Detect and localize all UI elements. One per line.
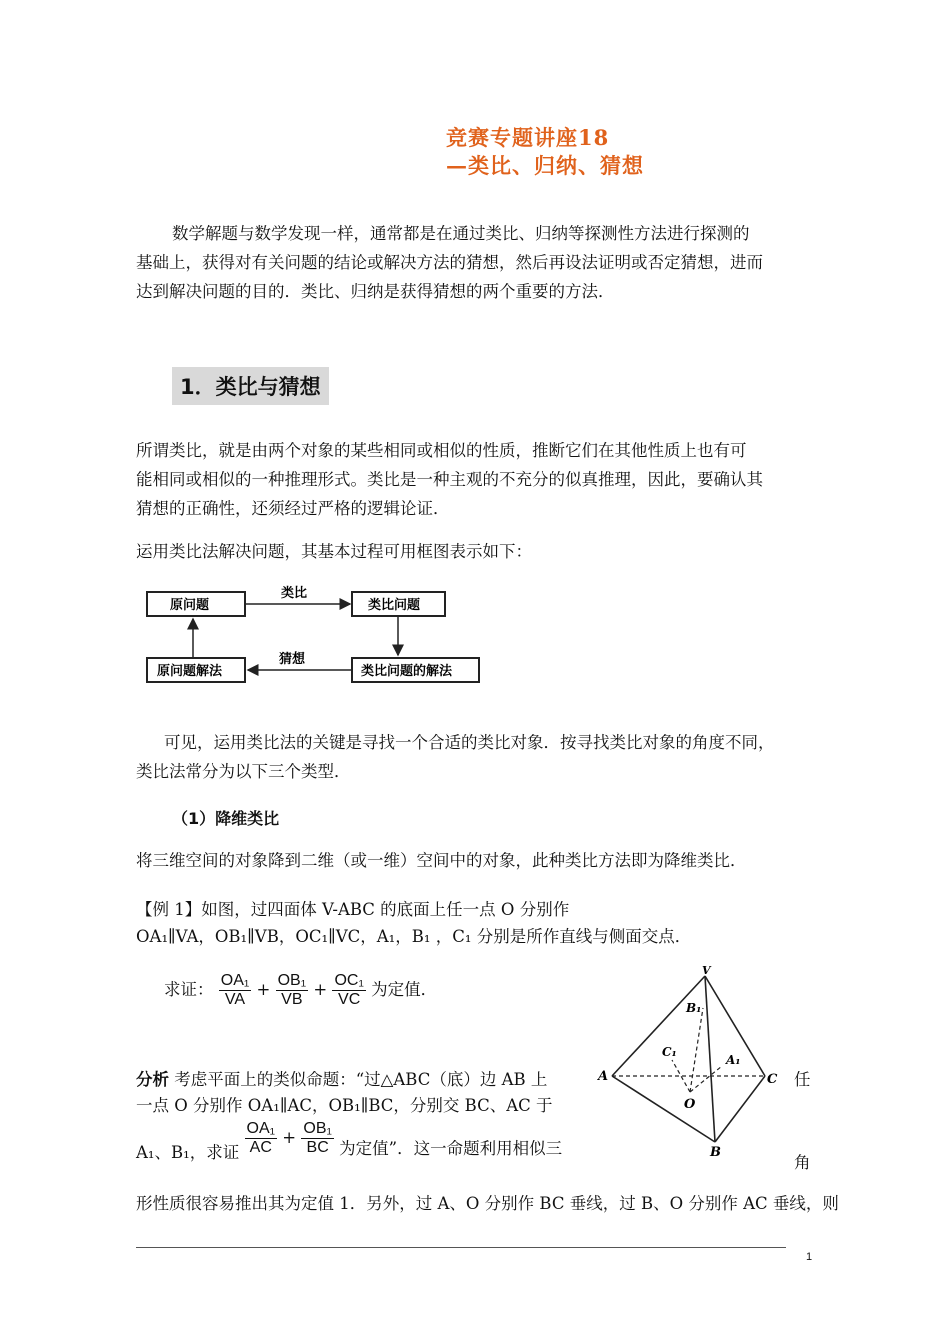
subheading-dimension-reduction: （1）降维类比	[172, 809, 280, 828]
vertex-a-label: A	[598, 1069, 609, 1084]
point-a1-label: A₁	[726, 1053, 741, 1067]
analysis-line-1-text: 考虑平面上的类似命题：“过△ABC（底）边 AB 上	[174, 1070, 548, 1089]
label-conjecture-arrow: 猜想	[279, 652, 306, 667]
analysis-line-1	[136, 1065, 547, 1094]
dimension-reduction-text: 将三维空间的对象降到二维（或一维）空间中的对象，此种类比方法即为降维类比．	[136, 851, 747, 870]
prove-label: 求证：	[164, 980, 214, 999]
label-original-problem: 原问题	[170, 598, 210, 613]
point-c1-label: C₁	[662, 1045, 677, 1059]
definition-line-2: 能相同或相似的一种推理形式。类比是一种主观的不充分的似真推理，因此，要确认其	[136, 470, 763, 489]
is-constant-text: 为定值．	[371, 980, 438, 999]
example1-formula	[164, 972, 437, 1009]
fraction-ob1-bc: $\frac{\text{OB₁}}{BC}$	[303, 1120, 332, 1156]
definition-line-1: 所谓类比，就是由两个对象的某些相同或相似的性质，推断它们在其他性质上也有可	[136, 441, 747, 460]
analysis-line-4: 形性质很容易推出其为定值 1．另外，过 A、O 分别作 BC 垂线，过 B、O 分别作 AC 垂线，则	[136, 1194, 839, 1213]
vertex-v-label: V	[702, 964, 711, 977]
analysis-line-1-end: 任	[794, 1070, 811, 1089]
section-heading: 1．类比与猜想	[172, 367, 329, 405]
intro-line-2: 基础上，获得对有关问题的结论或解决方法的猜想，然后再设法证明或否定猜想，进而	[136, 253, 763, 272]
label-original-solution: 原问题解法	[157, 664, 223, 679]
tetrahedron-figure	[590, 964, 790, 1164]
fraction-ob1-vb: $\frac{\text{OB₁}}{VB}$	[277, 972, 307, 1008]
analysis-line-3-right: 角	[794, 1153, 811, 1172]
analysis-label: 分析	[136, 1070, 169, 1089]
footer-divider	[136, 1247, 786, 1248]
vertex-c-label: C	[767, 1072, 778, 1087]
label-analog-problem: 类比问题	[368, 598, 421, 613]
intro-line-1: 数学解题与数学发现一样，通常都是在通过类比、归纳等探测性方法进行探测的	[172, 224, 750, 243]
page-title: 竞赛专题讲座18	[446, 125, 610, 150]
intro-line-3: 达到解决问题的目的．类比、归纳是获得猜想的两个重要的方法．	[136, 282, 615, 301]
vertex-b-label: B	[710, 1145, 721, 1160]
analysis-line-3-end: 为定值”．这一命题利用相似三	[339, 1138, 563, 1158]
analysis-line-2: 一点 O 分别作 OA₁∥AC，OB₁∥BC，分别交 BC、AC 于	[136, 1096, 553, 1115]
process-intro: 运用类比法解决问题，其基本过程可用框图表示如下：	[136, 542, 532, 561]
analysis-line-3-start: A₁、B₁，求证	[136, 1142, 240, 1162]
analysis-formula	[136, 1120, 563, 1162]
key-line-2: 类比法常分为以下三个类型．	[136, 762, 351, 781]
label-analogy-arrow: 类比	[281, 586, 308, 601]
plus-sign: +	[256, 980, 271, 999]
fraction-oc1-vc: $\frac{\text{OC₁}}{VC}$	[334, 972, 364, 1008]
example1-line-2: OA₁∥VA，OB₁∥VB，OC₁∥VC，A₁，B₁ ，C₁ 分别是所作直线与侧面交点．	[136, 927, 692, 946]
page-number: 1	[806, 1251, 813, 1263]
plus-sign: +	[313, 980, 328, 999]
fraction-oa1-ac: $\frac{\text{OA₁}}{AC}$	[246, 1120, 276, 1156]
point-b1-label: B₁	[686, 1001, 702, 1015]
point-o-label: O	[684, 1097, 696, 1112]
plus-sign: +	[282, 1128, 297, 1147]
analogy-flowchart	[140, 580, 485, 688]
key-line-1: 可见，运用类比法的关键是寻找一个合适的类比对象．按寻找类比对象的角度不同，	[164, 733, 775, 752]
label-analog-solution: 类比问题的解法	[361, 664, 453, 679]
page-subtitle: —类比、归纳、猜想	[446, 153, 644, 178]
example1-line-1: 【例 1】如图，过四面体 V-ABC 的底面上任一点 O 分别作	[136, 900, 570, 919]
fraction-oa1-va: $\frac{\text{OA₁}}{VA}$	[220, 972, 250, 1008]
definition-line-3: 猜想的正确性，还须经过严格的逻辑论证．	[136, 499, 450, 518]
